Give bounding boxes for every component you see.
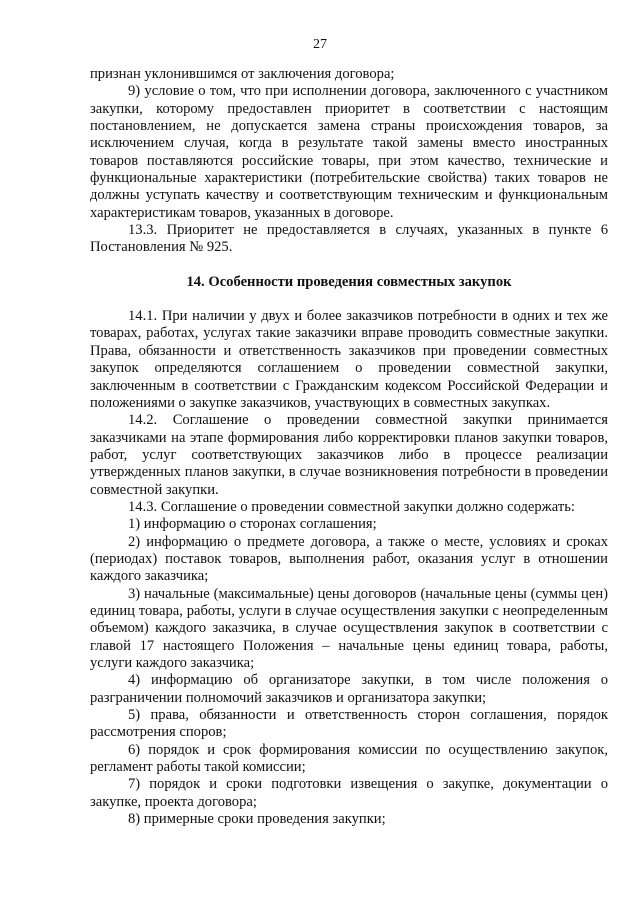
list-item: 5) права, обязанности и ответственность сторон соглашения, порядок рассмотрения споров; [90,707,608,741]
list-item: 3) начальные (максимальные) цены договоров (начальные цены (суммы цен) единиц товара, работы, услуги в случае осуществления закупки с неопределенным объемом) каждого заказчика, в случае осуществления закупок в соответствии с главой 17 настоящего Положения – начальные цены единиц товара, работы, услуги каждого заказчика; [90,585,608,671]
paragraph: 13.3. Приоритет не предоставляется в случаях, указанных в пункте 6 Постановления № 925. [90,222,608,256]
list-item: 1) информацию о сторонах соглашения; [128,516,377,533]
section-heading: 14. Особенности проведения совместных закупок [186,273,512,290]
paragraph: 14.1. При наличии у двух и более заказчиков потребности в одних и тех же товарах, работах, услугах такие заказчики вправе проводить совместные закупки. Права, обязанности и ответственность заказчиков при проведении совместных закупок определяются соглашением о проведении совместной закупки, заключенным в соответствии с Гражданским кодексом Российской Федерации и положениями о закупке заказчиков, участвующих в совместных закупках. [90,308,608,411]
paragraph: 14.2. Соглашение о проведении совместной закупки принимается заказчиками на этапе формирования либо корректировки планов закупки товаров, работ, услуг соответствующих заказчиков либо в процессе реализации утвержденных планов закупки, в случае возникновения потребности в проведении совместной закупки. [90,412,608,498]
list-item: 4) информацию об организаторе закупки, в том числе положения о разграничении полномочий заказчиков и организатора закупки; [90,672,608,706]
page-number: 27 [313,37,327,52]
list-item: 7) порядок и сроки подготовки извещения о закупке, документации о закупке, проекта договора; [90,776,608,810]
paragraph: признан уклонившимся от заключения договора; [90,66,395,82]
paragraph: 9) условие о том, что при исполнении договора, заключенного с участником закупки, которому предоставлен приоритет в соответствии с настоящим постановлением, не допускается замена страны происхождения товаров, за исключением случая, когда в результате такой замены вместо иностранных товаров поставляются российские товары, при этом качество, технические и функциональные характеристики (потребительские свойства) таких товаров не должны уступать качеству и соответствующим техническим и функциональным характеристикам товаров, указанных в договоре. [90,83,608,221]
list-item: 6) порядок и срок формирования комиссии по осуществлению закупок, регламент работы такой комиссии; [90,741,608,776]
paragraph: 14.3. Соглашение о проведении совместной закупки должно содержать: [128,498,575,515]
list-item: 2) информацию о предмете договора, а также о месте, условиях и сроках (периодах) поставок товаров, выполнения работ, оказания услуг в отношении каждого заказчика; [90,533,608,585]
list-item: 8) примерные сроки проведения закупки; [128,811,386,828]
document-body [90,66,608,828]
